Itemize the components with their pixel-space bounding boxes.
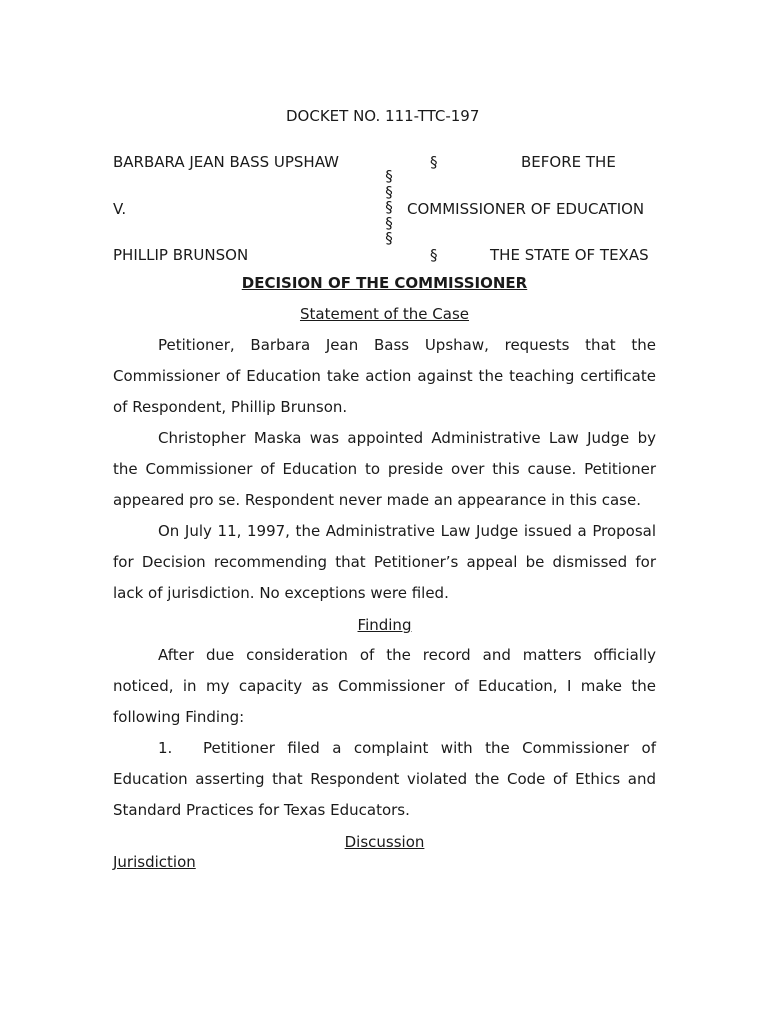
paragraph-request: Petitioner, Barbara Jean Bass Upshaw, requests that the Commissioner of Education take action against the teaching certificate of Respondent, Phillip Brunson. (113, 336, 656, 416)
section-symbol-3: § (385, 182, 393, 201)
section-symbol-6: § (385, 229, 393, 247)
paragraph-proposal: On July 11, 1997, the Administrative Law Judge issued a Proposal for Decision recommending that Petitioner’s appeal be dismissed for lack of jurisdiction. No exceptions were filed. (113, 522, 656, 602)
statement-heading: Statement of the Case (299, 305, 470, 323)
discussion-heading: Discussion (344, 833, 425, 851)
section-symbol-column (383, 169, 395, 247)
section-symbol-2: § (385, 167, 393, 185)
jurisdiction-heading: Jurisdiction (113, 853, 196, 871)
section-symbol-5: § (385, 213, 393, 232)
commissioner-of-education: COMMISSIONER OF EDUCATION (407, 200, 645, 218)
section-symbol-4: § (385, 198, 393, 216)
versus: V. (113, 200, 127, 218)
decision-title: DECISION OF THE COMMISSIONER (241, 274, 528, 292)
section-symbol-7: § (430, 246, 438, 264)
paragraph-appointment: Christopher Maska was appointed Administrative Law Judge by the Commissioner of Education to preside over this cause. Petitioner appeared pro se. Respondent never made an appearance in this case. (113, 429, 656, 509)
finding-text: Petitioner filed a complaint with the Commissioner of Education asserting that Respondent violated the Code of Ethics and Standard Practices for Texas Educators. (113, 739, 656, 819)
finding-number: 1. (158, 739, 173, 757)
docket-number: DOCKET NO. 111-TTC-197 (286, 107, 480, 125)
before-the: BEFORE THE (521, 153, 616, 171)
finding-heading: Finding (357, 616, 412, 634)
paragraph-consideration: After due consideration of the record and matters officially noticed, in my capacity as Commissioner of Education, I make the following Finding: (113, 646, 656, 726)
petitioner-name: BARBARA JEAN BASS UPSHAW (113, 153, 339, 171)
respondent-name: PHILLIP BRUNSON (113, 246, 249, 264)
finding-1 (113, 733, 656, 826)
state-of-texas: THE STATE OF TEXAS (490, 246, 649, 264)
section-symbol-1: § (430, 153, 438, 171)
